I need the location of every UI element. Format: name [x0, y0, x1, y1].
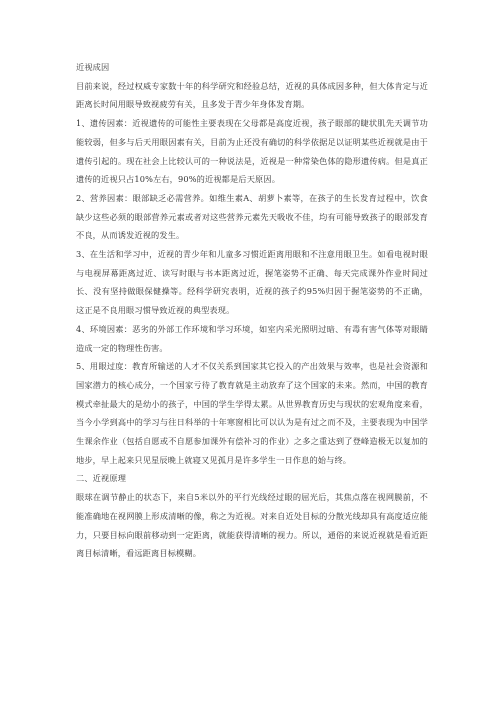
habit-factor-paragraph: 3、在生活和学习中，近视的青少年和儿童多习惯近距离用眼和不注意用眼卫生。如看电视时眼与电视屏幕距离过近、读写时眼与书本距离过近，握笔姿势不正确、每天完成课外作业时间过长、没有坚持做眼保健操等。经科学研究表明，近视的孩子约95%归因于握笔姿势的不正确，这正是不良用眼习惯导致近视的典型表现。 — [76, 249, 428, 316]
section-title-myopia-principle: 二、近视原理 — [76, 473, 127, 484]
environment-factor-paragraph: 4、环境因素：恶劣的外部工作环境和学习环境，如室内采光照明过暗、有毒有害气体等对眼睛造成一定的物理性伤害。 — [76, 323, 428, 353]
principle-paragraph: 眼球在调节静止的状态下，来自5米以外的平行光线经过眼的屈光后，其焦点落在视网膜前，不能准确地在视网膜上形成清晰的像，称之为近视。对来自近处目标的分散光线却具有高度适应能力，只要目标向眼前移动到一定距离，就能获得清晰的视力。所以，通俗的来说近视就是看近距离目标清晰，看远距离目标模糊。 — [76, 492, 428, 559]
intro-paragraph: 目前来说，经过权威专家数十年的科学研究和经验总结，近视的具体成因多种，但大体肯定与近距离长时间用眼导致视疲劳有关，且多发于青少年身体发育期。 — [76, 80, 428, 110]
nutrition-factor-paragraph: 2、营养因素：眼部缺乏必需营养。如维生素A、胡萝卜素等，在孩子的生长发育过程中，饮食缺少这些必须的眼部营养元素或者对这些营养元素先天吸收不佳，均有可能导致孩子的眼部发育不良，从而诱发近视的发生。 — [76, 192, 428, 241]
document-content — [76, 58, 428, 563]
overuse-factor-paragraph: 5、用眼过度：教育所输送的人才不仅关系到国家其它投入的产出效果与效率，也是社会资源和国家潜力的核心成分，一个国家亏待了教育就是主动放弃了这个国家的未来。然而，中国的教育模式牵扯最大的是幼小的孩子，中国的学生学得太累。从世界教育历史与现状的宏观角度来看，当今小学到高中的学习与往日科举的十年寒窗相比可以认为是有过之而不及，主要表现为中国学生课余作业（包括自愿或不自愿参加课外有偿补习的作业）之多之重达到了登峰造极无以复加的地步，早上起来只见星辰晚上就寝又见孤月是许多学生一日作息的始与终。 — [76, 361, 428, 465]
section-title-myopia-causes: 近视成因 — [76, 62, 110, 72]
genetic-factor-paragraph: 1、遗传因素：近视遗传的可能性主要表现在父母都是高度近视，孩子眼部的睫状肌先天调节功能较弱，但多与后天用眼因素有关，目前为止还没有确切的科学依据足以证明某些近视就是由于遗传引起的。现在社会上比较认可的一种说法是，近视是一种常染色体的隐形遗传病。但是真正遗传的近视只占10%左右，90%的近视都是后天原因。 — [76, 118, 428, 185]
